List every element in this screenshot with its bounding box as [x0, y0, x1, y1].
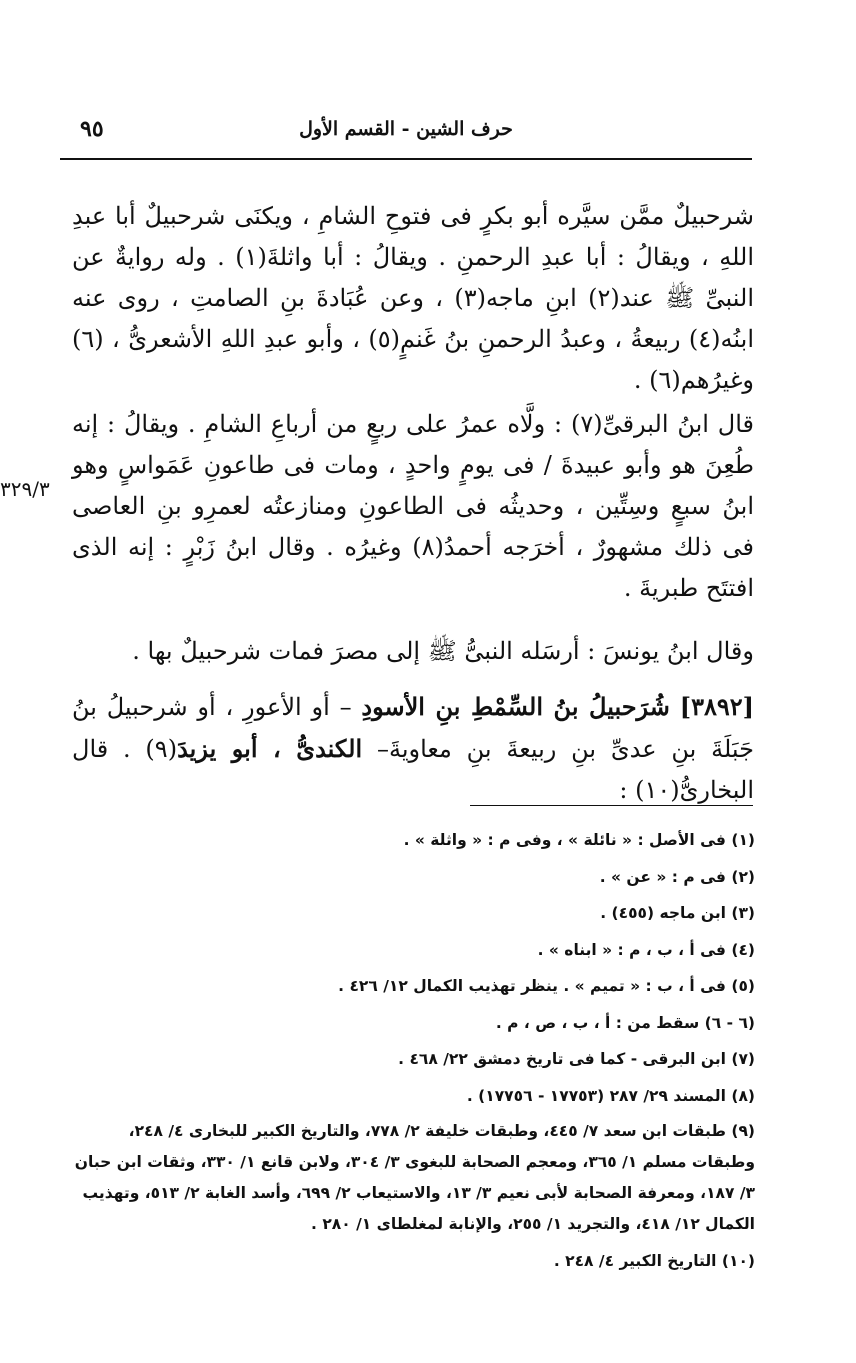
footnote-5: (٥) فى أ ، ب : « تميم » . ينظر تهذيب الكمال ١٢/ ٤٢٦ .: [338, 977, 755, 995]
footnote-2: (٢) فى م : « عن » .: [599, 867, 755, 886]
biography-entry-text: [72, 686, 754, 811]
entry-name: شُرَحبيلُ بنُ السِّمْطِ بنِ الأسودِ: [361, 692, 670, 721]
entry-tail: (٩) . قال البخارىُّ(١٠) :: [72, 735, 754, 804]
page-header: [60, 112, 752, 160]
footnote-7: (٧) ابن البرقى - كما فى تاريخ دمشق ٢٢/ ٤٦٨ .: [398, 1050, 755, 1068]
footnotes: [72, 822, 755, 1280]
footnote-10: (١٠) التاريخ الكبير ٤/ ٢٤٨ .: [553, 1252, 755, 1270]
paragraph-2: [72, 404, 754, 609]
paragraph-3: [72, 631, 754, 672]
paragraph-1-text: شرحبيلٌ ممَّن سيَّره أبو بكرٍ فى فتوحِ الشامِ ، ويكنَى شرحبيلٌ أبا عبدِ اللهِ ، ويقالُ : أبا عبدِ الرحمنِ . ويقالُ : أبا واثلةَ(١) . وله روايةٌ عن النبىِّ ﷺ عند(٢) ابنِ ماجه(٣) ، وعن عُبَادةَ بنِ الصامتِ ، روى عنه ابنُه(٤) ربيعةُ ، وعبدُ الرحمنِ بنُ غَنمٍ(٥) ، وأبو عبدِ اللهِ الأشعرىُّ ، (٦) وغيرُهم(٦) .: [72, 202, 755, 394]
footnote-divider: [470, 805, 753, 806]
footnote-1: (١) فى الأصل : « نائلة » ، وفى م : « واثلة » .: [403, 831, 755, 849]
entry-number: [٣٨٩٢]: [679, 692, 754, 721]
margin-volume-page-note: ٣٢٩/٣: [0, 477, 50, 501]
entry-lineage: – أو الأعورِ ، أو شرحبيلُ بنُ جَبَلَةَ بنِ عدىِّ بنِ ربيعةَ بنِ معاويةَ–: [72, 693, 754, 763]
running-title: حرف الشين - القسم الأول: [299, 118, 513, 140]
paragraph-1: [72, 196, 754, 401]
footnote-8: (٨) المسند ٢٩/ ٢٨٧ (١٧٧٥٣ - ١٧٧٥٦) .: [466, 1086, 755, 1105]
footnote-6: (٦ - ٦) سقط من : أ ، ب ، ص ، م .: [495, 1013, 755, 1032]
footnote-3: (٣) ابن ماجه (٤٥٥) .: [600, 904, 755, 922]
footnote-9: (٩) طبقات ابن سعد ٧/ ٤٤٥، وطبقات خليفة ٢/ ٧٧٨، والتاريخ الكبير للبخارى ٤/ ٢٤٨، وطبقات مسلم ١/ ٣٦٥، ومعجم الصحابة للبغوى ٣/ ٣٠٤، ولابن قانع ١/ ٣٣٠، وثقات ابن حبان ٣/ ١٨٧، ومعرفة الصحابة لأبى نعيم ٣/ ١٣، والاستيعاب ٢/ ٦٩٩، وأسد الغابة ٢/ ٥١٣، وتهذيب الكمال ١٢/ ٤١٨، والتجريد ١/ ٢٥٥، والإنابة لمغلطاى ١/ ٢٨٠ .: [74, 1122, 755, 1233]
biography-entry: [72, 686, 754, 811]
page-number: ٩٥: [80, 116, 104, 142]
footnote-4: (٤) فى أ ، ب ، م : « ابناه » .: [537, 940, 755, 959]
paragraph-2-text: قال ابنُ البرقىِّ(٧) : ولَّاه عمرُ على ربعٍ من أرباعِ الشامِ . ويقالُ : إنه طُعِنَ هو وأبو عبيدةَ / فى يومٍ واحدٍ ، ومات فى طاعونِ عَمَواسٍ وهو ابنُ سبعٍ وسِتِّين ، وحديثُه فى الطاعونِ ومنازعتُه لعمرِو بنِ العاصى فى ذلك مشهورٌ ، أخرَجه أحمدُ(٨) وغيرُه . وقال ابنُ زَبْرٍ : إنه الذى افتتَح طبريةَ .: [72, 410, 755, 602]
entry-nisba: الكندىُّ ، أبو يزيدَ: [177, 734, 363, 763]
paragraph-3-text: وقال ابنُ يونسَ : أرسَله النبىُّ ﷺ إلى مصرَ فمات شرحبيلٌ بها .: [132, 637, 754, 665]
